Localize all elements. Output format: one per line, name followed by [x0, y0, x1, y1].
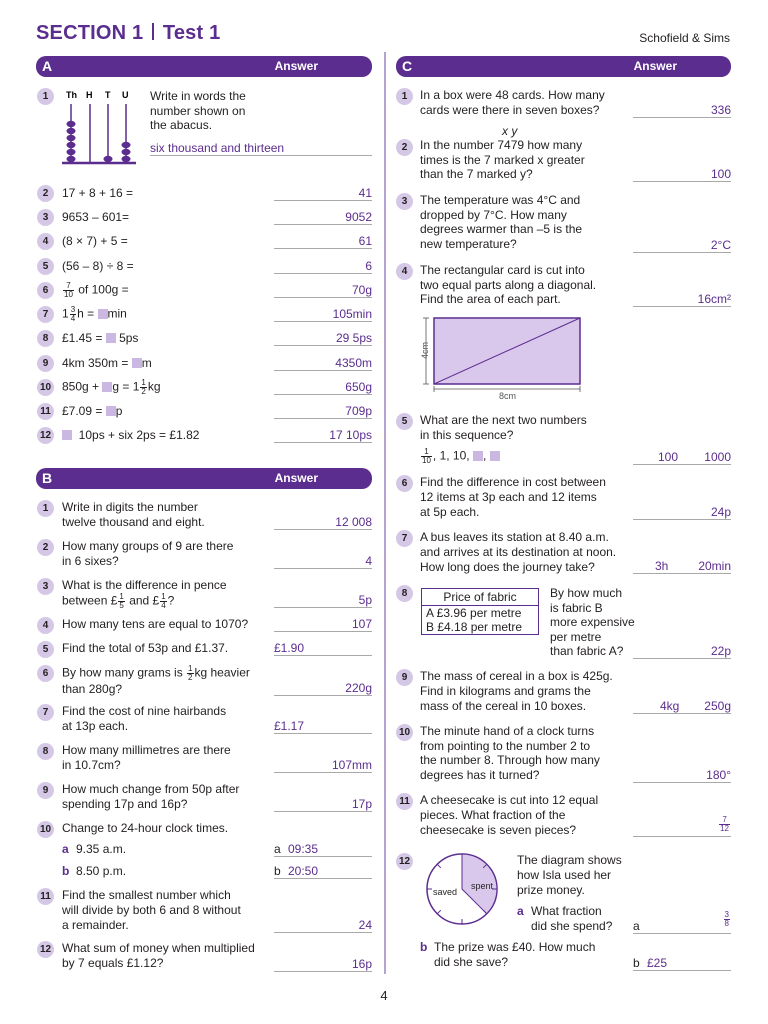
question-number: 5: [37, 641, 54, 658]
answer-line: [274, 878, 372, 879]
question-text: Find the total of 53p and £1.37.: [62, 641, 229, 655]
answer-value: 17 10ps: [329, 428, 372, 442]
question-number: 7: [37, 306, 54, 323]
answer-line: [274, 297, 372, 298]
question-text: £1.45 = 5ps: [62, 331, 139, 345]
answer-label: a: [633, 919, 640, 933]
answer-value: 107: [351, 617, 372, 631]
fraction: $\frac{7}{10}$: [64, 281, 73, 299]
question-number: 4: [37, 233, 54, 250]
question-number: 12: [396, 853, 413, 870]
answer-line: [633, 713, 731, 714]
answer-line: [274, 772, 372, 773]
answer-value: 17p: [351, 797, 372, 811]
question-text: In a box were 48 cards. How many cards were there in seven boxes?: [420, 88, 605, 117]
question-text: 4km 350m = m: [62, 356, 152, 370]
question-number: 7: [396, 530, 413, 547]
answer-line: [274, 370, 372, 371]
question-number: 10: [37, 821, 54, 838]
rectangle-card-diagram: [416, 313, 588, 403]
fraction: $\frac{7}{12}$: [720, 815, 729, 833]
answer-value: 24: [358, 918, 372, 932]
subpart-label: a: [517, 904, 524, 918]
table-title: Price of fabric: [422, 589, 538, 606]
question-text: What is the difference in pence between £ $\frac{1}{5}$ and £ $\frac{1}{4}$ ?: [62, 578, 227, 610]
question-number: 9: [37, 355, 54, 372]
subpart-label: b: [62, 864, 70, 878]
question-text: £7.09 = p: [62, 404, 123, 418]
subpart-text: The prize was £40. How much did she save?: [434, 940, 596, 969]
answer-value: 650g: [345, 380, 372, 394]
answer-value: 5p: [358, 593, 372, 607]
answer-placeholder-box: [473, 451, 483, 461]
answer-line: [633, 658, 731, 659]
saved-label: saved: [433, 887, 458, 897]
question-number: 1: [37, 88, 54, 105]
fraction: $\frac{1}{2}$: [188, 664, 193, 682]
answer-value: [723, 911, 731, 928]
question-number: 10: [396, 724, 413, 741]
answer-placeholder-box: [62, 430, 72, 440]
question-number: 3: [37, 578, 54, 595]
answer-line: [150, 155, 372, 156]
question-text: 850g + g = 1 $\frac{1}{2}$ kg: [62, 378, 161, 396]
section-letter: B: [42, 470, 53, 486]
question-text: The mass of cereal in a box is 425g. Find in kilograms and grams the mass of the cereal in 10 boxes.: [420, 669, 613, 713]
question-text: How much change from 50p after spending 17p and 16p?: [62, 782, 240, 811]
answer-placeholder-box: [490, 451, 500, 461]
question-text: Find the smallest number which will divide by both 6 and 8 without a remainder.: [62, 888, 241, 932]
answer-value: 105min: [332, 307, 372, 321]
publisher-name: Schofield & Sims: [639, 31, 730, 45]
answer-placeholder-box: [106, 333, 116, 343]
answer-line: [633, 306, 731, 307]
answer-value: 100: [710, 167, 731, 181]
question-number: 2: [37, 539, 54, 556]
answer-line: [274, 811, 372, 812]
answer-placeholder-box: [98, 309, 108, 319]
answer-value: 9052: [345, 210, 372, 224]
answer-value: £1.90: [274, 641, 305, 655]
height-label: 4cm: [420, 341, 430, 359]
answer-value: 100: [657, 450, 678, 464]
question-text: Write in digits the number twelve thousand and eight.: [62, 500, 205, 529]
abacus-label-t: T: [105, 90, 111, 100]
answer-line: [633, 970, 731, 971]
question-number: 11: [37, 403, 54, 420]
question-text: A bus leaves its station at 8.40 a.m. and arrives at its destination at noon. How long does the journey take?: [420, 530, 617, 574]
question-text: By how much is fabric B more expensive per metre than fabric A?: [550, 586, 635, 658]
table-row: B £4.18 per metre: [426, 620, 523, 634]
spent-label: spent: [471, 881, 494, 891]
answer-value: £25: [647, 956, 668, 970]
subpart-text: 9.35 a.m.: [76, 842, 127, 856]
answer-line: [633, 117, 731, 118]
answer-value: 709p: [345, 404, 372, 418]
question-text: (8 × 7) + 5 =: [62, 234, 128, 248]
answer-value: 29 5ps: [335, 331, 372, 345]
answer-line: [274, 345, 372, 346]
answer-value: 24p: [710, 505, 731, 519]
answer-value: 2°C: [710, 238, 731, 252]
title-divider: [152, 23, 154, 40]
answer-line: [274, 442, 372, 443]
question-text: How many millimetres are there in 10.7cm?: [62, 743, 231, 772]
question-text: How many tens are equal to 1070?: [62, 617, 249, 631]
question-number: 11: [396, 793, 413, 810]
answer-value: £1.17: [274, 719, 305, 733]
subpart-label: b: [420, 940, 428, 954]
question-number: 3: [396, 193, 413, 210]
answer-value: 09:35: [288, 842, 319, 856]
question-number: 2: [37, 185, 54, 202]
answer-value: 4kg: [660, 699, 680, 713]
answer-placeholder-box: [102, 382, 112, 392]
question-number: 1: [37, 500, 54, 517]
answer-line: [633, 464, 731, 465]
question-number: 2: [396, 139, 413, 156]
abacus-label-u: U: [122, 90, 129, 100]
question-text: What are the next two numbers in this sequence?: [420, 413, 587, 442]
answer-label: b: [633, 956, 640, 970]
answer-label: a: [274, 842, 281, 856]
answer-line: [633, 252, 731, 253]
answer-line: [274, 200, 372, 201]
section-b-header: [36, 468, 372, 489]
fraction: $\frac{3}{8}$: [724, 910, 729, 928]
subpart-text: 8.50 p.m.: [76, 864, 127, 878]
question-text: 9653 – 601=: [62, 210, 130, 224]
answer-line: [274, 568, 372, 569]
section-c-header: [396, 56, 731, 77]
question-number: 3: [37, 209, 54, 226]
prize-money-pie-diagram: [420, 850, 510, 930]
fraction: $\frac{1}{10}$: [422, 447, 431, 465]
question-text: Write in words the number shown on the abacus.: [150, 89, 246, 132]
question-text: By how many grams is $\frac{1}{2}$ kg heavier than 280g?: [62, 664, 250, 696]
section-label: SECTION 1: [36, 22, 144, 44]
question-text: Change to 24-hour clock times.: [62, 821, 229, 835]
answer-line: [274, 932, 372, 933]
answer-line: [274, 733, 372, 734]
answer-value: 180°: [706, 768, 731, 782]
subpart-label: a: [62, 842, 69, 856]
fraction: $\frac{1}{4}$: [161, 592, 166, 610]
question-number: 4: [396, 263, 413, 280]
question-text: How many groups of 9 are there in 6 sixes?: [62, 539, 234, 568]
answer-placeholder-box: [132, 358, 142, 368]
answer-value: 20min: [698, 559, 731, 573]
answer-value: 16p: [351, 957, 372, 971]
answer-value: 61: [358, 234, 372, 248]
answer-value: 12 008: [335, 515, 372, 529]
question-number: 9: [37, 782, 54, 799]
question-text: The temperature was 4°C and dropped by 7°C. How many degrees warmer than –5 is the new temperature?: [420, 193, 583, 251]
question-number: 4: [37, 617, 54, 634]
question-text: $\frac{7}{10}$ of 100g =: [64, 281, 129, 299]
question-number: 11: [37, 888, 54, 905]
question-text: What sum of money when multiplied by 7 equals £1.12?: [62, 941, 255, 970]
abacus-diagram: [60, 88, 140, 168]
answer-line: [274, 655, 372, 656]
question-number: 8: [396, 585, 413, 602]
question-number: 1: [396, 88, 413, 105]
answer-line: [274, 394, 372, 395]
answer-line: [274, 248, 372, 249]
answer-value: 1000: [704, 450, 731, 464]
subpart-text: What fraction did she spend?: [531, 904, 613, 933]
question-number: 5: [37, 258, 54, 275]
question-number: 12: [37, 427, 54, 444]
answer-line: [274, 321, 372, 322]
answer-line: [274, 607, 372, 608]
answer-line: [633, 836, 731, 837]
table-row: A £3.96 per metre: [426, 606, 522, 620]
question-text: The minute hand of a clock turns from pointing to the number 2 to the number 8. Through how many degrees has it turned?: [420, 724, 600, 782]
section-letter: C: [402, 58, 413, 74]
question-text: 17 + 8 + 16 =: [62, 186, 134, 200]
question-number: 9: [396, 669, 413, 686]
question-text: (56 – 8) ÷ 8 =: [62, 259, 134, 273]
question-number: 5: [396, 413, 413, 430]
answer-placeholder-box: [106, 406, 116, 416]
answer-value: 107mm: [331, 758, 372, 772]
answer-value: 70g: [351, 283, 372, 297]
answer-value: 16cm²: [697, 292, 731, 306]
answer-heading: Answer: [274, 59, 318, 73]
fabric-price-table: [421, 588, 539, 635]
answer-value: six thousand and thirteen: [150, 141, 285, 155]
answer-value: 22p: [710, 644, 731, 658]
answer-line: [633, 782, 731, 783]
fraction: $\frac{1}{2}$: [141, 378, 146, 396]
question-text: The rectangular card is cut into two equal parts along a diagonal. Find the area of each part.: [420, 263, 597, 306]
answer-line: [274, 856, 372, 857]
answer-value: 4350m: [335, 356, 372, 370]
answer-value: 6: [365, 259, 372, 273]
answer-value: 4: [365, 554, 372, 568]
question-text: 1 $\frac{3}{4}$ h = min: [62, 305, 127, 323]
answer-line: [633, 519, 731, 520]
question-text: Find the cost of nine hairbands at 13p each.: [62, 704, 227, 733]
page-title: [36, 22, 220, 45]
test-label: Test 1: [162, 22, 221, 44]
answer-line: [274, 273, 372, 274]
question-number: 8: [37, 743, 54, 760]
sequence: $\frac{1}{10}$ , 1, 10, ,: [420, 448, 500, 465]
question-text: The diagram shows how Isla used her prize money.: [517, 853, 622, 897]
abacus-label-h: H: [86, 90, 93, 100]
answer-value: 250g: [704, 699, 731, 713]
question-number: 6: [396, 475, 413, 492]
digit-markers: x y: [502, 124, 518, 138]
answer-value: 41: [358, 186, 372, 200]
question-text: In the number 7479 how many times is the 7 marked x greater than the 7 marked y?: [420, 138, 585, 181]
answer-value: 3h: [655, 559, 669, 573]
column-divider: [384, 52, 386, 974]
section-a-header: [36, 56, 372, 77]
answer-line: [274, 971, 372, 972]
question-number: 12: [37, 941, 54, 958]
answer-line: [274, 631, 372, 632]
answer-heading: Answer: [274, 471, 318, 485]
answer-value: 336: [710, 103, 731, 117]
question-number: 7: [37, 704, 54, 721]
answer-heading: Answer: [633, 59, 677, 73]
answer-line: [274, 418, 372, 419]
question-text: 10ps + six 2ps = £1.82: [62, 428, 199, 442]
answer-line: [274, 529, 372, 530]
question-text: A cheesecake is cut into 12 equal pieces. What fraction of the cheesecake is seven pieces?: [420, 793, 599, 837]
section-letter: A: [42, 58, 53, 74]
answer-line: [274, 695, 372, 696]
question-number: 6: [37, 282, 54, 299]
page-number: 4: [380, 988, 388, 1003]
answer-value: 220g: [345, 681, 372, 695]
question-number: 8: [37, 330, 54, 347]
answer-line: [633, 933, 731, 934]
answer-line: [274, 224, 372, 225]
fraction: $\frac{3}{4}$: [70, 305, 76, 323]
question-number: 10: [37, 379, 54, 396]
answer-value: [718, 816, 731, 833]
fraction: $\frac{1}{5}$: [119, 592, 124, 610]
question-number: 6: [37, 665, 54, 682]
answer-line: [633, 181, 731, 182]
width-label: 8cm: [499, 391, 517, 401]
answer-line: [633, 573, 731, 574]
answer-value: 20:50: [288, 864, 319, 878]
answer-label: b: [274, 864, 281, 878]
abacus-label-th: Th: [66, 90, 77, 100]
question-text: Find the difference in cost between 12 items at 3p each and 12 items at 5p each.: [420, 475, 606, 519]
